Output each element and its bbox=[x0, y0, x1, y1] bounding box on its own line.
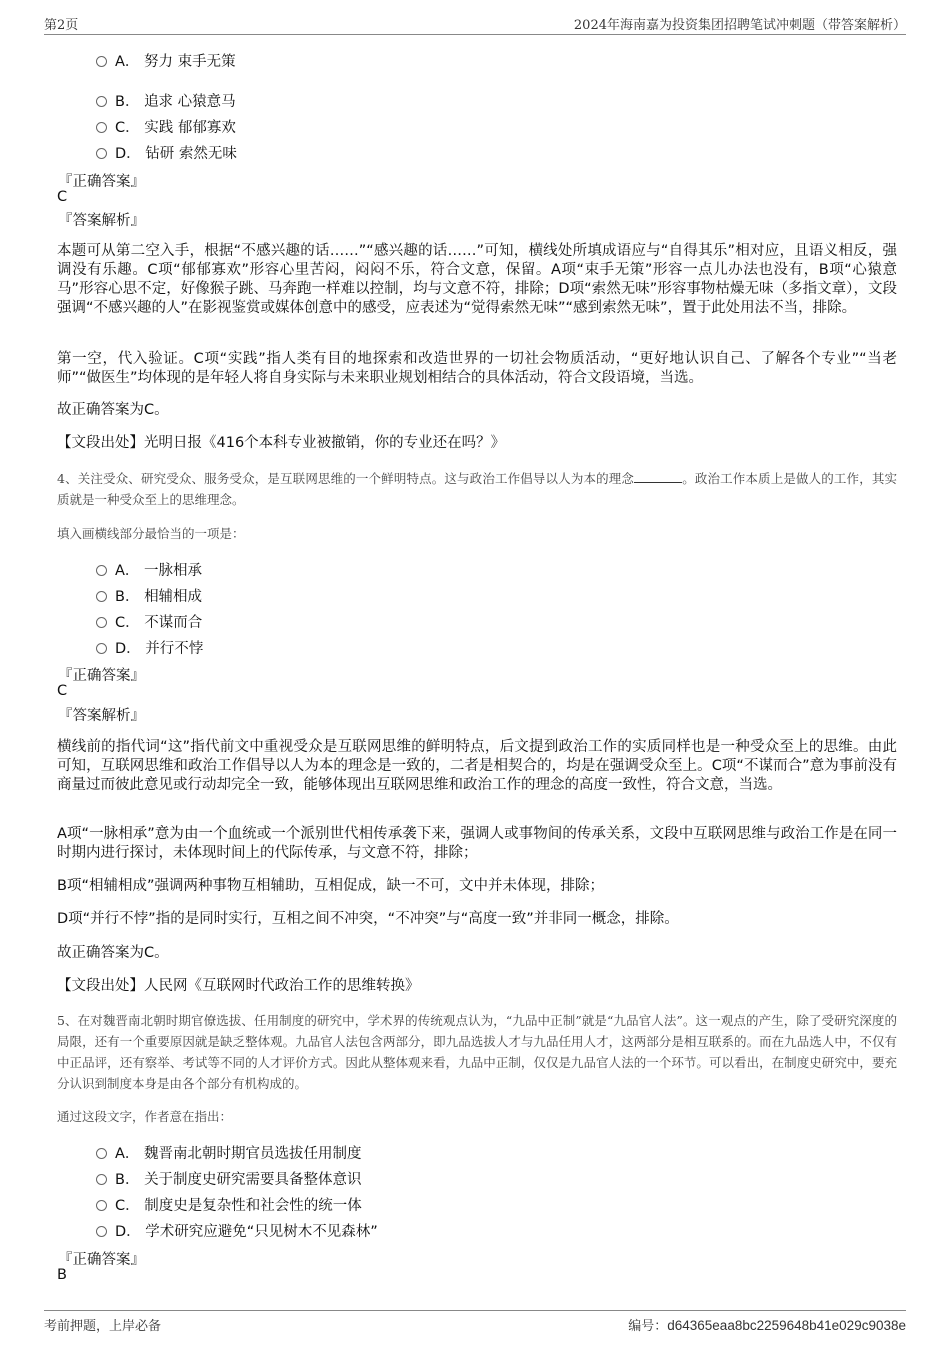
analysis-paragraph: 第一空，代入验证。C项“实践”指人类有目的地探索和改造世界的一切社会物质活动，“更好地认识自己、了解各个专业”“当老师”“做医生”均体现的是年轻人将自身实际与未来职业规划相结合的具体活动，符合文段语境，当选。 bbox=[57, 351, 897, 386]
option-q4-b[interactable]: B． 相辅相成 bbox=[96, 585, 202, 606]
option-q4-a[interactable]: A． 一脉相承 bbox=[96, 559, 202, 580]
option-q5-a[interactable]: A． 魏晋南北朝时期官员选拔任用制度 bbox=[96, 1142, 362, 1163]
radio-icon[interactable] bbox=[96, 1226, 107, 1237]
option-q4-d[interactable]: D． 并行不悖 bbox=[96, 637, 203, 658]
radio-icon[interactable] bbox=[96, 148, 107, 159]
analysis-conclusion: 故正确答案为C。 bbox=[57, 402, 169, 418]
answer-value: C bbox=[57, 683, 68, 699]
radio-icon[interactable] bbox=[96, 643, 107, 654]
source-citation: 【文段出处】光明日报《416个本科专业被撤销，你的专业还在吗？》 bbox=[57, 435, 506, 451]
option-q3-b[interactable]: B． 追求 心猿意马 bbox=[96, 90, 236, 111]
option-q5-b[interactable]: B． 关于制度史研究需要具备整体意识 bbox=[96, 1168, 362, 1189]
radio-icon[interactable] bbox=[96, 1148, 107, 1159]
radio-icon[interactable] bbox=[96, 1200, 107, 1211]
option-q3-a[interactable]: A． 努力 束手无策 bbox=[96, 50, 236, 71]
page-footer bbox=[44, 1310, 906, 1333]
option-q5-c[interactable]: C． 制度史是复杂性和社会性的统一体 bbox=[96, 1194, 362, 1215]
radio-icon[interactable] bbox=[96, 96, 107, 107]
option-q3-c[interactable]: C． 实践 郁郁寡欢 bbox=[96, 116, 236, 137]
option-q5-d[interactable]: D． 学术研究应避免“只见树木不见森林” bbox=[96, 1220, 378, 1241]
source-citation: 【文段出处】人民网《互联网时代政治工作的思维转换》 bbox=[57, 978, 420, 994]
analysis-paragraph: 横线前的指代词“这”指代前文中重视受众是互联网思维的鲜明特点，后文提到政治工作的实质同样也是一种受众至上的思维。由此可知，互联网思维和政治工作倡导以人为本的理念是一致的，二者是相契合的，均是在强调受众至上。C项“不谋而合”意为事前没有商量过而彼此意见或行动却完全一致，能够体现出互联网思维和政治工作的理念的高度一致性，符合文意，当选。 bbox=[57, 739, 897, 793]
analysis-paragraph: B项“相辅相成”强调两种事物互相辅助，互相促成，缺一不可，文中并未体现，排除； bbox=[57, 878, 604, 894]
radio-icon[interactable] bbox=[96, 591, 107, 602]
document-title: 2024年海南嘉为投资集团招聘笔试冲刺题（带答案解析） bbox=[573, 18, 906, 33]
answer-blank bbox=[634, 470, 682, 483]
answer-value: C bbox=[57, 189, 68, 205]
option-q3-d[interactable]: D． 钻研 索然无味 bbox=[96, 142, 237, 163]
radio-icon[interactable] bbox=[96, 1174, 107, 1185]
radio-icon[interactable] bbox=[96, 617, 107, 628]
question-prompt: 填入画横线部分最恰当的一项是： bbox=[57, 526, 245, 541]
answer-label: 『正确答案』 bbox=[58, 174, 145, 190]
analysis-paragraph: A项“一脉相承”意为由一个血统或一个派别世代相传承袭下来，强调人或事物间的传承关系，文段中互联网思维与政治工作是在同一时期内进行探讨，未体现时间上的代际传承，与文意不符，排除； bbox=[57, 826, 897, 861]
option-q4-c[interactable]: C． 不谋而合 bbox=[96, 611, 202, 632]
radio-icon[interactable] bbox=[96, 122, 107, 133]
footer-slogan: 考前押题，上岸必备 bbox=[44, 1319, 162, 1334]
document-code: 编号：d64365eaa8bc2259648b41e029c9038e bbox=[628, 1318, 906, 1333]
analysis-paragraph: 本题可从第二空入手，根据“不感兴趣的话……”“感兴趣的话……”可知，横线处所填成语应与“自得其乐”相对应，且语义相反，强调没有乐趣。C项“郁郁寡欢”形容心里苦闷，闷闷不乐，符合文意，保留。A项“束手无策”形容一点儿办法也没有，B项“心猿意马”形容心思不定，好像猴子跳、马奔跑一样难以控制，均与文意不符，排除；D项“索然无味”形容事物枯燥无味（多指文章），文段强调“不感兴趣的人”在影视鉴赏或媒体创意中的感受，应表述为“觉得索然无味”“感到索然无味”，置于此处用法不当，排除。 bbox=[57, 243, 897, 316]
analysis-conclusion: 故正确答案为C。 bbox=[57, 945, 169, 961]
answer-label: 『正确答案』 bbox=[58, 1252, 145, 1268]
analysis-label: 『答案解析』 bbox=[58, 213, 145, 229]
question-prompt: 通过这段文字，作者意在指出： bbox=[57, 1109, 233, 1124]
radio-icon[interactable] bbox=[96, 56, 107, 67]
page-number: 第2页 bbox=[44, 18, 79, 33]
answer-label: 『正确答案』 bbox=[58, 668, 145, 684]
radio-icon[interactable] bbox=[96, 565, 107, 576]
answer-value: B bbox=[57, 1267, 67, 1283]
analysis-paragraph: D项“并行不悖”指的是同时实行，互相之间不冲突，“不冲突”与“高度一致”并非同一概念，排除。 bbox=[57, 911, 679, 927]
question-stem-5: 5、在对魏晋南北朝时期官僚选拔、任用制度的研究中，学术界的传统观点认为，“九品中正制”就是“九品官人法”。这一观点的产生，除了受研究深度的局限，还有一个重要原因就是缺乏整体观。九品官人法包含两部分，即九品选拔人才与九品任用人才，这两部分是相互联系的。而在九品选人中，不仅有中正品评，还有察举、考试等不同的人才评价方式。因此从整体观来看，九品中正制，仅仅是九品官人法的一个环节。可以看出，在制度史研究中，要充分认识到制度本身是由各个部分有机构成的。 bbox=[57, 1013, 897, 1091]
analysis-label: 『答案解析』 bbox=[58, 708, 145, 724]
page-header bbox=[44, 12, 906, 35]
question-stem-4: 4、关注受众、研究受众、服务受众，是互联网思维的一个鲜明特点。这与政治工作倡导以人为本的理念 。政治工作本质上是做人的工作，其实质就是一种受众至上的思维理念。 bbox=[57, 471, 897, 507]
